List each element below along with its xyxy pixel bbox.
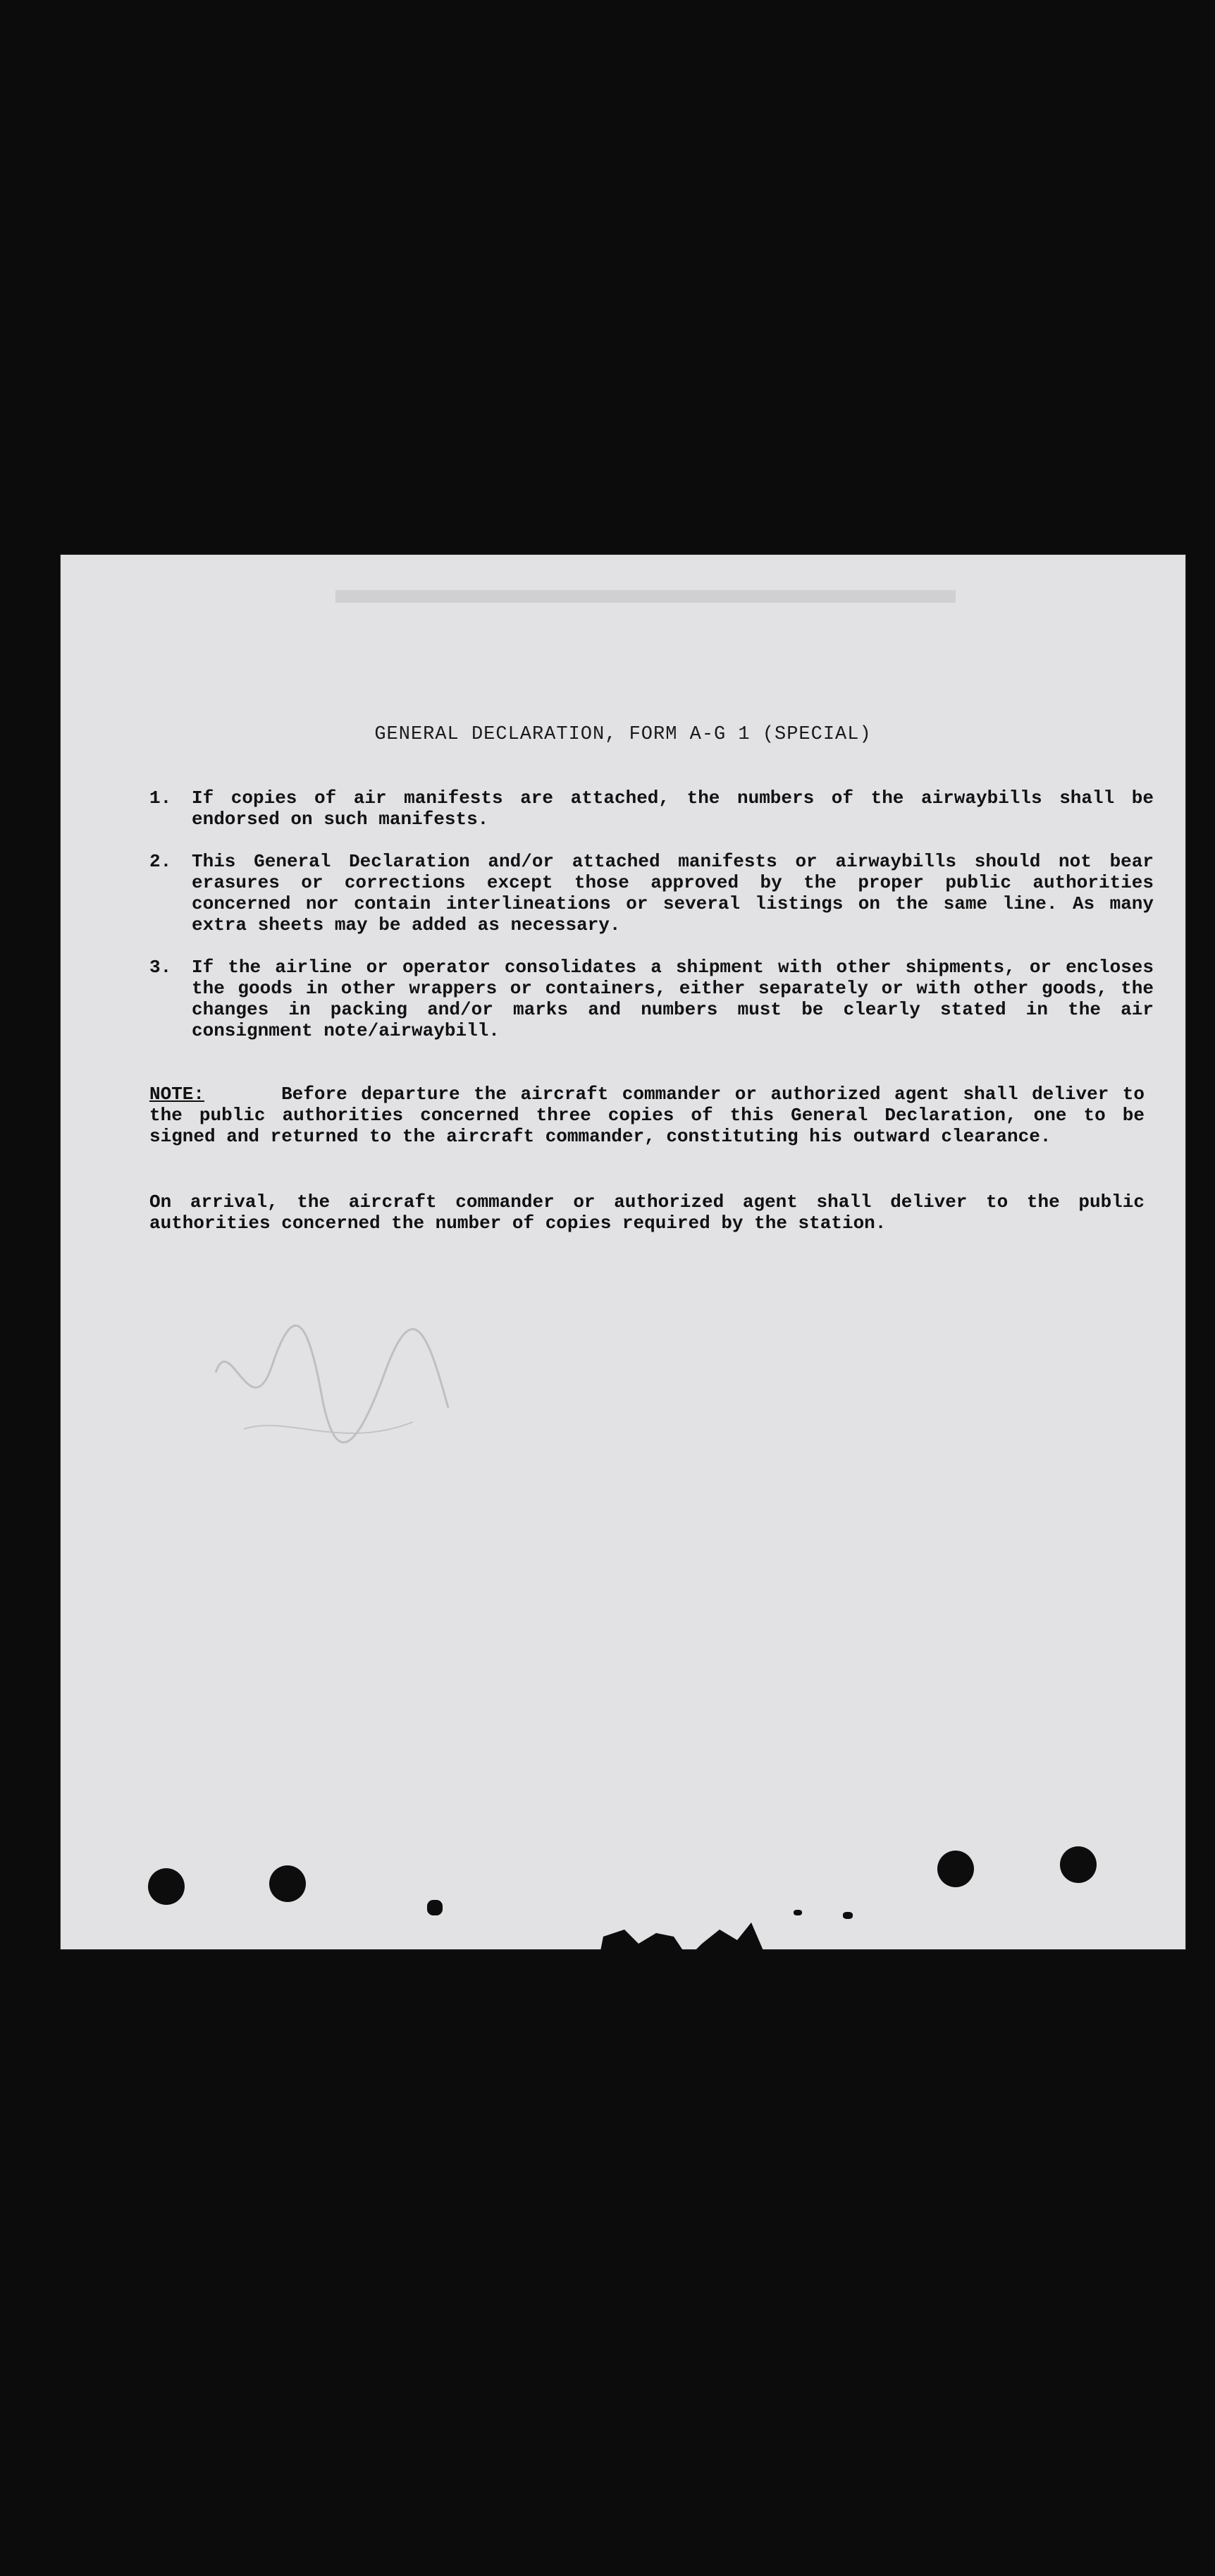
note-paragraph — [149, 1084, 1145, 1147]
note-text: Before departure the aircraft commander or authorized agent shall deliver to the public authorities concerned three copies of this General Declaration, one to be signed and returned to the aircraft commander, constituting his outward clearance. — [149, 1084, 1145, 1147]
item-text: This General Declaration and/or attached manifests or airwaybills should not bear erasures or corrections except those approved by the proper public authorities concerned nor contain interlineations or several listings on the same line. As many extra sheets may be added as necessary. — [192, 851, 1154, 936]
instruction-item-2 — [149, 851, 1154, 940]
bleed-through-signature — [202, 1288, 469, 1471]
item-number: 1. — [149, 787, 172, 809]
item-text: If copies of air manifests are attached, the numbers of the airwaybills shall be endorsed on such manifests. — [192, 787, 1154, 830]
item-text: If the airline or operator consolidates a shipment with other shipments, or encloses the goods in other wrappers or containers, either separately or with other goods, the changes in packing and/or marks and numbers must be clearly stated in the air consignment note/airwaybill. — [192, 957, 1154, 1041]
item-number: 2. — [149, 851, 172, 872]
ink-mark — [843, 1912, 853, 1919]
punch-hole — [269, 1865, 306, 1902]
note-label: NOTE: — [149, 1084, 205, 1105]
instruction-item-1 — [149, 787, 1154, 834]
form-title: GENERAL DECLARATION, FORM A-G 1 (SPECIAL) — [374, 724, 872, 745]
arrival-paragraph: On arrival, the aircraft commander or authorized agent shall deliver to the public authorities concerned the number of copies required by the station. — [149, 1191, 1145, 1234]
punch-hole — [1060, 1846, 1097, 1883]
item-number: 3. — [149, 957, 172, 978]
punch-hole — [937, 1851, 974, 1887]
document-page — [61, 555, 1185, 1949]
ink-mark — [794, 1910, 802, 1915]
torn-edge — [596, 1915, 772, 1972]
ink-mark — [427, 1900, 443, 1915]
punch-hole — [148, 1868, 185, 1905]
bleed-through-heading — [335, 583, 956, 611]
instruction-item-3 — [149, 957, 1154, 1045]
